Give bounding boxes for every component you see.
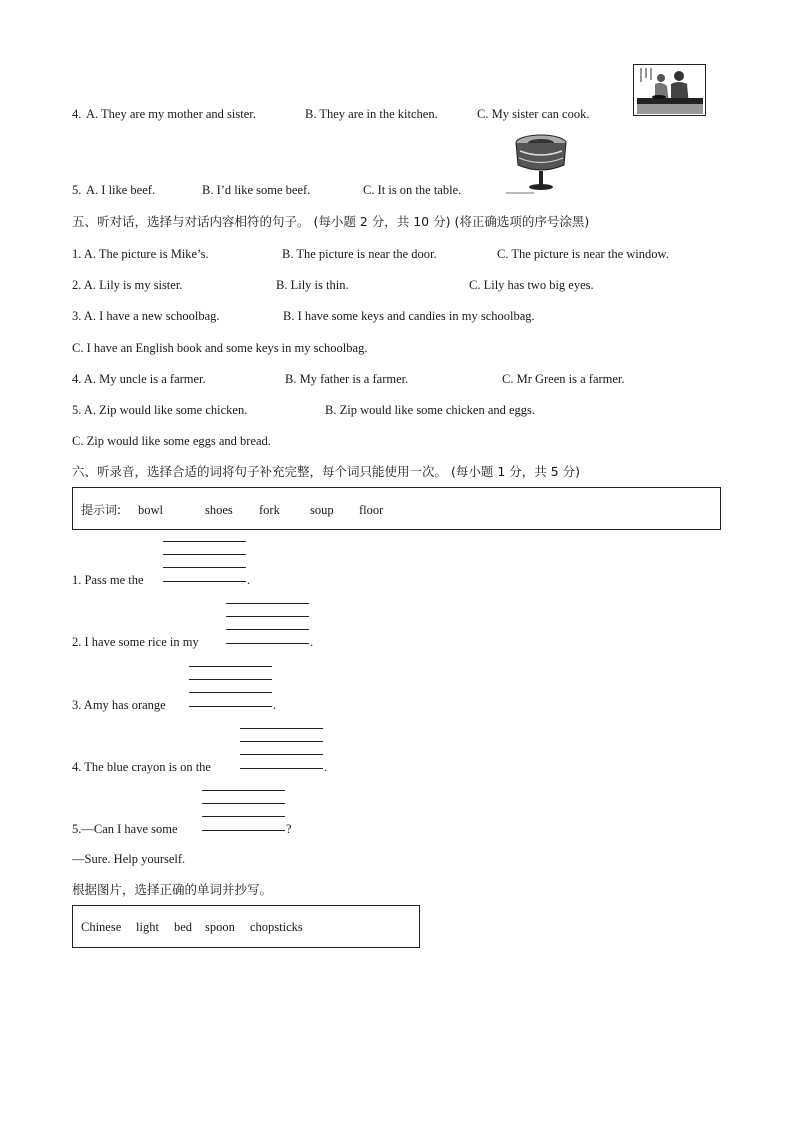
section-6-title: 六、听录音，选择合适的词将句子补充完整，每个词只能使用一次。 (每小题 1 分，共 5 分) xyxy=(72,464,581,479)
answer-blank-5[interactable] xyxy=(202,830,285,831)
word-spoon: spoon xyxy=(205,920,235,934)
answer-line xyxy=(189,666,272,667)
hint-word-fork: fork xyxy=(259,503,280,517)
word-bank-box xyxy=(72,905,420,948)
answer-line xyxy=(202,790,285,791)
hint-word-floor: floor xyxy=(359,503,384,517)
answer-line xyxy=(202,816,285,817)
s6-q3-text: 3. Amy has orange xyxy=(72,698,166,712)
section-5-title: 五、听对话，选择与对话内容相符的句子。 (每小题 2 分，共 10 分) (将正确选项的序号涂黑) xyxy=(72,214,590,229)
question-4-number: 4. xyxy=(72,107,82,121)
s5-q5-a: 5. A. Zip would like some chicken. xyxy=(72,403,248,417)
beef-dish-picture xyxy=(506,131,574,195)
s6-q4-end: . xyxy=(324,760,328,774)
option-5c: C. It is on the table. xyxy=(363,183,462,197)
s5-q1-b: B. The picture is near the door. xyxy=(282,247,437,261)
s5-q4-b: B. My father is a farmer. xyxy=(285,372,409,386)
s5-q2-a: 2. A. Lily is my sister. xyxy=(72,278,183,292)
s5-q2-c: C. Lily has two big eyes. xyxy=(469,278,594,292)
answer-blank-1[interactable] xyxy=(163,581,246,582)
word-chinese: Chinese xyxy=(81,920,122,934)
answer-line xyxy=(226,629,309,630)
answer-line xyxy=(240,754,323,755)
section-7-title: 根据图片，选择正确的单词并抄写。 xyxy=(72,882,273,897)
answer-line xyxy=(226,616,309,617)
option-4b: B. They are in the kitchen. xyxy=(305,107,438,121)
s5-q4-c: C. Mr Green is a farmer. xyxy=(502,372,625,386)
s6-q5-end: ? xyxy=(286,822,292,836)
s5-q3-a: 3. A. I have a new schoolbag. xyxy=(72,309,220,323)
s6-q2-text: 2. I have some rice in my xyxy=(72,635,199,649)
question-5-number: 5. xyxy=(72,183,82,197)
s5-q1-c: C. The picture is near the window. xyxy=(497,247,669,261)
answer-line xyxy=(240,728,323,729)
s5-q4-a: 4. A. My uncle is a farmer. xyxy=(72,372,206,386)
word-bed: bed xyxy=(174,920,193,934)
answer-blank-2[interactable] xyxy=(226,643,309,644)
s6-q1-end: . xyxy=(247,573,251,587)
s5-q1-a: 1. A. The picture is Mike’s. xyxy=(72,247,209,261)
s6-q1-text: 1. Pass me the xyxy=(72,573,144,587)
s6-q5-text: 5.—Can I have some xyxy=(72,822,178,836)
kitchen-picture xyxy=(633,64,706,116)
answer-line xyxy=(163,567,246,568)
answer-line xyxy=(163,541,246,542)
s6-q4-text: 4. The blue crayon is on the xyxy=(72,760,211,774)
answer-blank-4[interactable] xyxy=(240,768,323,769)
answer-line xyxy=(189,692,272,693)
hint-word-bowl: bowl xyxy=(138,503,163,517)
answer-line xyxy=(163,554,246,555)
hint-label: 提示词: xyxy=(81,503,122,517)
s5-q3-b: B. I have some keys and candies in my schoolbag. xyxy=(283,309,535,323)
s6-q3-end: . xyxy=(273,698,277,712)
s5-q5-c: C. Zip would like some eggs and bread. xyxy=(72,434,271,448)
answer-line xyxy=(240,741,323,742)
answer-blank-3[interactable] xyxy=(189,706,272,707)
option-5b: B. I’d like some beef. xyxy=(202,183,311,197)
hint-word-soup: soup xyxy=(310,503,334,517)
s6-q2-end: . xyxy=(310,635,314,649)
answer-line xyxy=(189,679,272,680)
word-chopsticks: chopsticks xyxy=(250,920,303,934)
word-light: light xyxy=(136,920,159,934)
answer-line xyxy=(202,803,285,804)
answer-line xyxy=(226,603,309,604)
s5-q3-c: C. I have an English book and some keys in my schoolbag. xyxy=(72,341,368,355)
s6-reply: —Sure. Help yourself. xyxy=(72,852,186,866)
option-4c: C. My sister can cook. xyxy=(477,107,590,121)
s5-q2-b: B. Lily is thin. xyxy=(276,278,349,292)
option-4a: A. They are my mother and sister. xyxy=(86,107,256,121)
s5-q5-b: B. Zip would like some chicken and eggs. xyxy=(325,403,536,417)
hint-word-shoes: shoes xyxy=(205,503,233,517)
hint-word-box xyxy=(72,487,721,530)
option-5a: A. I like beef. xyxy=(86,183,156,197)
